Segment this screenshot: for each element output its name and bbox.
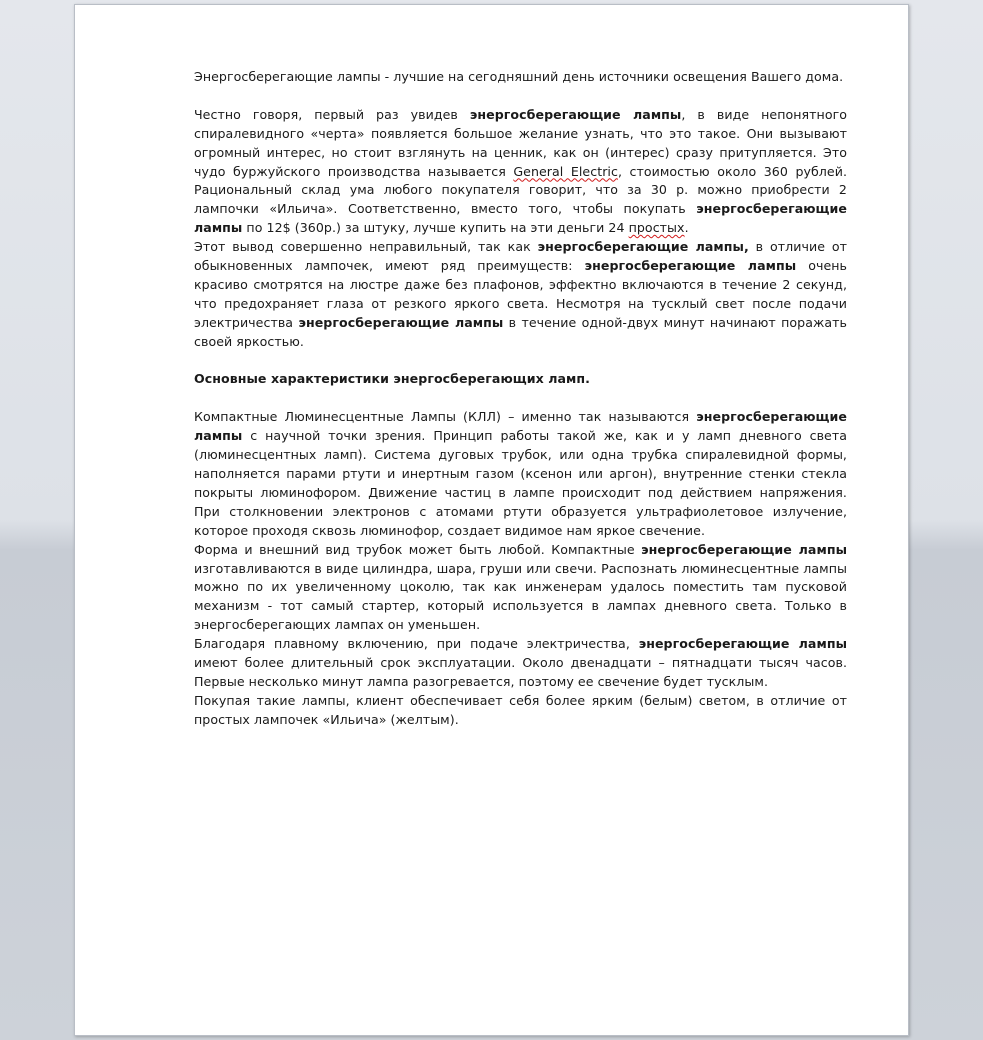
bold-term: энергосберегающие лампы [641,541,848,557]
text-run: . [684,220,689,236]
word-spellcheck: простых [628,220,685,236]
brand-name-spellcheck: General Electric [513,163,618,179]
text-run: , в виде непонятного спиралевидного «черта» появляется большое желание узнать, что это такое. Они вызывают огромный интерес, но стоит взглянуть на ценник, как он (интерес) сразу притупляется. Это чудо буржуйского производства называется [194,106,848,179]
paragraph-6: Покупая такие лампы, клиент обеспечивает себя более ярким (белым) светом, в отличие от простых лампочек «Ильича» (желтым). [194,692,847,727]
bold-term: энергосберегающие лампы [194,201,847,236]
text-run: в отличие от обыкновенных лампочек, имеют ряд преимуществ: [194,239,847,274]
blank-line [194,87,847,106]
text-run: в течение одной-двух минут начинают поражать своей яркостью. [194,314,848,349]
paragraph-1 [194,106,847,238]
bold-term: энергосберегающие лампы [194,409,847,444]
text-run: Компактные Люминесцентные Лампы (КЛЛ) – именно так называются [194,409,697,425]
bold-term: энергосберегающие лампы [298,314,504,330]
paragraph-5 [194,635,847,692]
text-run: Благодаря плавному включению, при подаче электричества, [194,636,639,652]
text-run: Форма и внешний вид трубок может быть любой. Компактные [194,541,642,557]
paragraph-4 [194,541,847,636]
paragraph-2 [194,238,847,351]
document-body[interactable] [194,68,847,730]
bold-term: энергосберегающие лампы, [537,239,749,255]
text-run: с научной точки зрения. Принцип работы такой же, как и у ламп дневного света (люминесцентных ламп). Система дуговых трубок, или одна трубка спиралевидной формы, наполняется парами ртути и инертным газом (ксенон или аргон), внутренние стенки стекла покрыты люминофором. Движение частиц в лампе происходит под действием напряжения. При столкновении электронов с атомами ртути образуется ультрафиолетовое излучение, которое проходя сквозь люминофор, создает видимое нам яркое свечение. [194,428,847,538]
blank-line [194,352,847,371]
text-run: , стоимостью около 360 рублей. Рациональный склад ума любого покупателя говорит, что за 30 р. можно приобрести 2 лампочки «Ильича». Соответственно, вместо того, чтобы покупать [194,163,847,217]
paragraph-3 [194,408,847,540]
text-run: очень красиво смотрятся на люстре даже без плафонов, эффектно включаются в течение 2 секунд, что предохраняет глаза от резкого яркого света. Несмотря на тусклый свет после подачи электричества [194,258,848,330]
bold-term: энергосберегающие лампы [584,258,797,274]
text-run: имеют более длительный срок эксплуатации. Около двенадцати – пятнадцати тысяч часов. Первые несколько минут лампа разогревается, поэтому ее свечение будет тусклым. [194,655,847,689]
blank-line [194,389,847,408]
text-run: Этот вывод совершенно неправильный, так как [194,239,538,255]
bold-term: энергосберегающие лампы [469,106,682,122]
text-run: по 12$ (360р.) за штуку, лучше купить на эти деньги 24 [242,220,629,236]
document-page[interactable] [74,4,909,1036]
text-run: Честно говоря, первый раз увидев [194,106,470,122]
text-run: изготавливаются в виде цилиндра, шара, груши или свечи. Распознать люминесцентные лампы можно по их увеличенному цоколю, так как инженерам удалось поместить там пусковой механизм - тот самый стартер, который используется в лампах дневного света. Только в энергосберегающих лампах он уменьшен. [194,560,847,633]
section-heading: Основные характеристики энергосберегающих ламп. [194,371,590,387]
bold-term: энергосберегающие лампы [638,636,848,652]
intro-paragraph: Энергосберегающие лампы - лучшие на сегодняшний день источники освещения Вашего дома. [194,69,844,84]
